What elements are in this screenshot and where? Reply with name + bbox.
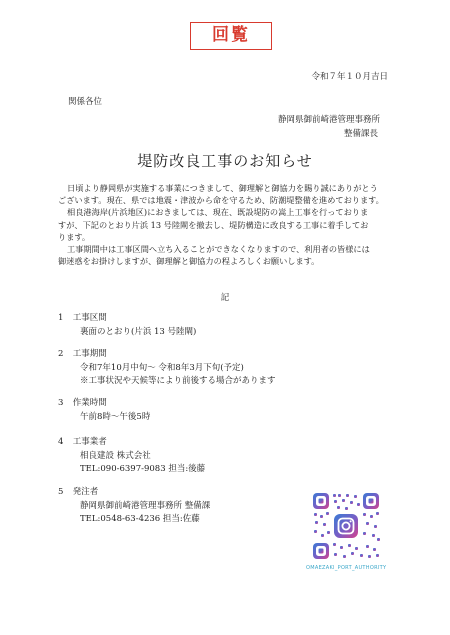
body-line: 御迷惑をお掛けしますが、御理解と御協力の程よろしくお願いします。 (58, 256, 320, 267)
body-text (58, 182, 393, 267)
ki-marker: 記 (220, 293, 230, 303)
document-title: 堤防改良工事のお知らせ (137, 152, 313, 170)
circulation-stamp: 回覧 (190, 22, 272, 50)
section-heading: 工事業者 (72, 437, 107, 447)
section-line: 静岡県御前崎港管理事務所 整備課 (80, 500, 211, 511)
section-number: 5 (58, 487, 64, 497)
section-work-hours (58, 397, 150, 424)
section-client (58, 486, 210, 527)
section-line: ※工事状況や天候等により前後する場合があります (80, 376, 276, 386)
body-line: すが、下記のとおり片浜 13 号陸閘を撤去し、堤防構造に改良する工事に着手してお (58, 219, 369, 230)
body-line: 相良港海岸(片浜地区)におきましては、現在、既設堤防の嵩上工事を行っておりま (67, 207, 369, 218)
qr-code[interactable] (310, 490, 382, 562)
section-line: 裏面のとおり(片浜 13 号陸閘) (80, 326, 197, 337)
section-heading: 作業時間 (72, 398, 107, 408)
section-line: TEL:090-6397-9083 担当:後藤 (80, 464, 206, 474)
section-number: 4 (58, 437, 64, 447)
section-heading: 工事区間 (72, 313, 107, 323)
section-line: 令和7年10月中旬～ 令和8年3月下旬(予定) (80, 362, 244, 373)
section-number: 2 (58, 349, 64, 359)
qr-caption: OMAEZAKI_PORT_AUTHORITY (306, 565, 387, 571)
section-work-period (58, 348, 276, 389)
sender-title: 整備課長 (343, 129, 378, 139)
section-line: TEL:0548-63-4236 担当:佐藤 (80, 514, 200, 524)
section-number: 1 (58, 313, 64, 323)
body-line: 工事期間中は工事区間へ立ち入ることができなくなりますので、利用者の皆様には (67, 244, 370, 255)
body-line: ございます。現在、県では地震・津波から命を守るため、防潮堤整備を進めております。 (58, 195, 384, 206)
section-line: 午前8時～午後5時 (80, 411, 151, 422)
qr-code-graphic (310, 490, 382, 562)
section-heading: 発注者 (72, 487, 99, 497)
issue-date: 令和７年１０月吉日 (311, 72, 388, 82)
section-contractor (58, 436, 205, 477)
qr-block (306, 490, 386, 571)
section-heading: 工事期間 (72, 349, 107, 359)
body-line: 日頃より静岡県が実施する事業につきまして、御理解と御協力を賜り誠にありがとう (67, 183, 378, 193)
body-line: ります。 (58, 231, 91, 242)
section-number: 3 (58, 398, 64, 408)
instagram-icon (334, 514, 358, 538)
section-line: 相良建設 株式会社 (80, 450, 151, 461)
sender-org: 静岡県御前崎港管理事務所 (277, 115, 380, 125)
recipient: 関係各位 (68, 97, 103, 107)
section-work-area (58, 312, 196, 339)
